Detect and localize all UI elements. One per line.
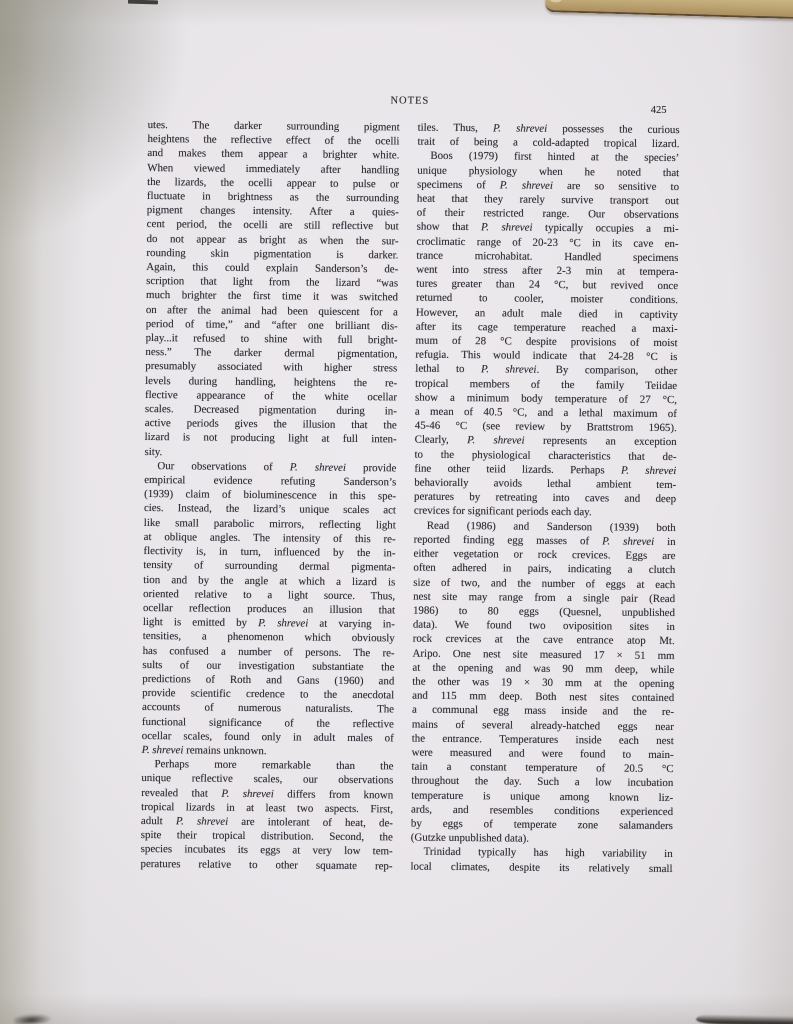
text-line: flective appearance of the white ocellar: [144, 388, 398, 404]
text-line: often adhered in pairs, indicating a clutch: [413, 561, 676, 577]
text-line: reported finding egg masses of P. shrevei in: [413, 533, 676, 548]
text-line: tensity of surrounding dermal pigmenta-: [143, 559, 396, 574]
text-line: temperature is unique among known liz-: [411, 789, 674, 804]
paragraph: [411, 518, 676, 847]
text-line: ocellar scales, found only in adult males of: [141, 729, 394, 745]
text-line: tures greater than 24 °C, but revived once: [416, 277, 679, 293]
text-line: flectivity is, in turn, influenced by the in-: [143, 545, 396, 560]
page-header: [148, 92, 680, 116]
text-line: utes. The darker surrounding pigment: [147, 118, 400, 134]
text-line: ness.” The darker dermal pigmentation,: [145, 346, 398, 361]
text-line: predictions of Roth and Gans (1960) and: [142, 672, 395, 688]
column-left: [140, 118, 399, 873]
text-line: has confused a number of persons. The re-: [142, 644, 395, 659]
text-line: cies. Instead, the lizard’s unique scales act: [143, 502, 397, 517]
text-line: the lizards, the ocelli appear to pulse or: [147, 175, 400, 191]
page-corner-tab: [545, 0, 793, 20]
text-line: a communal egg mass inside and the re-: [411, 703, 675, 719]
text-columns: [140, 118, 679, 876]
text-line: local climates, despite its relatively small: [410, 860, 673, 875]
text-line: Again, this could explain Sanderson’s de-: [146, 261, 399, 276]
text-line: mum of 28 °C despite provisions of moist: [415, 334, 678, 350]
text-line: behaviorally avoids lethal ambient tem-: [414, 476, 677, 492]
text-line: tion and by the angle at which a lizard is: [143, 573, 396, 588]
text-line: rock crevices at the cave entrance atop Mt.: [412, 632, 675, 648]
text-line: Our observations of P. shrevei provide: [157, 459, 397, 475]
text-line: tensities, a phenomenon which obviously: [142, 630, 395, 645]
text-line: scales. Decreased pigmentation during in-: [144, 403, 397, 418]
text-line: tropical lizards in at least two aspects. First,: [141, 800, 394, 816]
text-line: specimens of P. shrevei are so sensitive to: [417, 178, 680, 193]
text-line: Aripo. One nest site measured 17 × 51 mm: [412, 647, 675, 662]
scan-artifact-top-left: [128, 0, 158, 4]
text-line: croclimatic range of 20-23 °C in its cave en-: [416, 235, 679, 250]
text-line: to the physiological characteristics that de-: [414, 448, 677, 463]
text-line: P. shrevei remains unknown.: [141, 743, 267, 758]
text-line: show that P. shrevei typically occupies a mi-: [416, 221, 679, 236]
text-line: play...it refused to shine with full bright-: [145, 332, 398, 347]
text-line: 45-46 °C (see review by Brattstrom 1965).: [414, 419, 677, 435]
text-line: size of two, and the number of eggs at each: [413, 576, 676, 591]
text-line: active periods gives the illusion that the: [144, 417, 397, 432]
text-line: a mean of 40.5 °C, and a lethal maximum of: [414, 405, 677, 421]
scan-artifact-bottom-right: [696, 1011, 793, 1024]
text-line: oriented relative to a light source. Thus,: [143, 587, 396, 603]
text-line: Boos (1979) first hinted at the species’: [430, 150, 680, 165]
text-line: refugia. This would indicate that 24-28 °C is: [415, 348, 678, 364]
text-line: like small parabolic mirrors, reflecting light: [143, 516, 396, 532]
text-line: (Gutzke unpublished data).: [410, 831, 530, 845]
text-line: nest site may range from a single pair (Read: [413, 590, 676, 605]
text-line: either vegetation or rock crevices. Eggs are: [413, 547, 676, 563]
text-line: However, an adult male died in captivity: [415, 306, 678, 321]
text-line: heightens the reflective effect of the ocelli: [147, 133, 400, 148]
text-line: at oblique angles. The intensity of this re-: [143, 530, 396, 546]
text-line: by eggs of temperate zone salamanders: [410, 817, 673, 833]
text-line: light is emitted by P. shrevei at varying in-: [142, 616, 395, 631]
text-line: heat that they rarely survive transport out: [416, 192, 679, 208]
paragraph: [414, 149, 680, 521]
text-line: were measured and were found to main-: [411, 746, 674, 762]
text-line: (1939) claim of bioluminescence in this spe-: [144, 488, 397, 503]
text-line: ards, and resembles conditions experienced: [411, 803, 674, 818]
text-line: spite their tropical distribution. Second, the: [140, 829, 393, 844]
text-line: levels during handling, heightens the re-: [145, 374, 398, 390]
text-line: functional significance of the reflective: [141, 715, 394, 730]
paragraph: [142, 459, 397, 760]
text-line: the entrance. Temperatures inside each nest: [411, 732, 674, 747]
text-line: and makes them appear a brighter white.: [147, 147, 400, 162]
text-line: after its cage temperature reached a maxi-: [415, 320, 678, 335]
text-line: peratures by retreating into caves and deep: [414, 490, 677, 506]
scan-artifact-bottom-left: [14, 1013, 53, 1024]
text-line: unique physiology when he noted that: [417, 164, 680, 179]
text-line: period of time,” and “after one brilliant dis-: [145, 317, 398, 333]
text-line: peratures relative to other squamate rep-: [140, 857, 393, 872]
text-line: 1986) to 80 eggs (Quesnel, unpublished: [412, 604, 676, 619]
text-line: lizard is not producing light at full inten-: [144, 431, 397, 446]
page-number: 425: [650, 104, 667, 116]
text-line: pigment changes intensity. After a quies-: [146, 204, 399, 219]
text-line: at the opening and was 90 mm deep, while: [412, 661, 675, 676]
text-line: returned to cooler, moister conditions.: [415, 292, 679, 307]
text-line: Trinidad typically has high variability in: [423, 846, 673, 861]
text-line: species incubates its eggs at very low tem-: [140, 843, 393, 858]
text-line: fluctuate in brightness as the surrounding: [146, 190, 400, 205]
column-right: [410, 121, 679, 876]
text-line: the other was 19 × 30 mm at the opening: [412, 675, 675, 691]
paragraph: [140, 757, 393, 873]
text-line: show a minimum body temperature of 27 °C,: [414, 391, 678, 406]
text-line: unique reflective scales, our observations: [141, 772, 394, 787]
text-line: trance microhabitat. Handled specimens: [416, 249, 679, 264]
text-line: rounding skin pigmentation is darker.: [146, 246, 399, 262]
text-line: tain a constant temperature of 20.5 °C: [411, 760, 674, 776]
text-line: data). We found two oviposition sites in: [412, 618, 675, 634]
text-line: lethal to P. shrevei. By comparison, other: [415, 363, 678, 378]
text-line: and 115 mm deep. Both nest sites contained: [412, 689, 675, 705]
journal-page: [140, 88, 680, 875]
text-line: revealed that P. shrevei differs from known: [141, 786, 394, 801]
text-line: accounts of numerous naturalists. The: [141, 701, 395, 716]
text-line: fine other teiid lizards. Perhaps P. shrevei: [414, 462, 677, 477]
text-line: When viewed immediately after handling: [147, 161, 400, 177]
running-head: NOTES: [390, 95, 430, 107]
text-line: mains of several already-hatched eggs near: [411, 718, 674, 733]
text-line: Clearly, P. shrevei represents an exception: [414, 434, 677, 449]
text-line: trait of being a cold-adapted tropical lizard.: [417, 135, 680, 151]
text-line: of their restricted range. Our observations: [416, 206, 679, 222]
paragraph: [417, 121, 679, 152]
text-line: crevices for significant periods each day.: [413, 505, 592, 519]
text-line: do not appear as bright as when the sur-: [146, 232, 399, 248]
text-line: scription that light from the lizard “was: [146, 275, 399, 290]
text-line: Perhaps more remarkable than the: [154, 758, 394, 773]
paragraph: [144, 118, 399, 461]
text-line: tiles. Thus, P. shrevei possesses the curious: [417, 121, 680, 137]
text-line: tropical members of the family Teiidae: [415, 377, 678, 392]
text-line: much brighter the first time it was switched: [145, 289, 399, 304]
text-line: went into stress after 2-3 min at tempera-: [416, 263, 679, 279]
text-line: cent period, the ocelli are still reflective but: [146, 218, 399, 233]
paragraph: [410, 845, 672, 876]
text-line: on after the animal had been quiescent for a: [145, 303, 398, 319]
text-line: empirical evidence refuting Sanderson’s: [144, 474, 397, 489]
text-line: sity.: [144, 445, 163, 458]
text-line: presumably associated with higher stress: [145, 360, 398, 375]
text-line: throughout the day. Such a low incubation: [411, 774, 674, 790]
text-line: ocellar reflection produces an illusion that: [142, 601, 396, 617]
text-line: sults of our investigation substantiate the: [142, 658, 395, 674]
text-line: provide scientific credence to the anecdotal: [142, 687, 395, 702]
text-line: Read (1986) and Sanderson (1939) both: [426, 519, 676, 534]
text-line: adult P. shrevei are intolerant of heat, de-: [140, 814, 394, 830]
